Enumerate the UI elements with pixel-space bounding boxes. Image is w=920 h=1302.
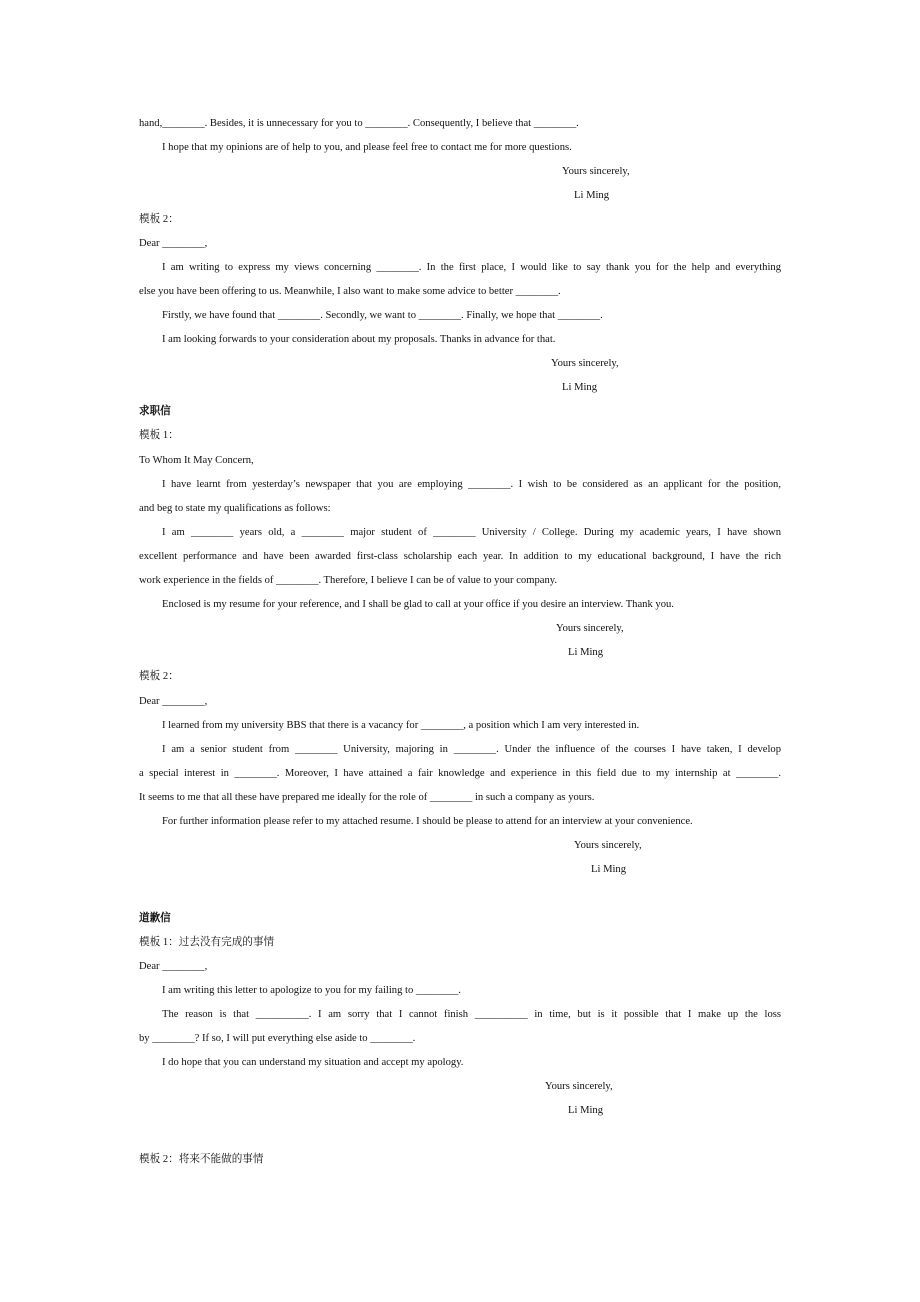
letter-line: hand,________. Besides, it is unnecessary for you to ________. Consequently, I believe that ________. [139, 118, 579, 129]
letter-line: Firstly, we have found that ________. Secondly, we want to ________. Finally, we hope that ________. [162, 310, 603, 321]
template-title: 模板 1： [139, 430, 179, 441]
salutation: Dear ________, [139, 696, 208, 707]
letter-line: by ________? If so, I will put everything else aside to ________. [139, 1033, 416, 1044]
salutation: Dear ________, [139, 238, 208, 249]
closing: Yours sincerely, [556, 623, 624, 634]
signature-name: Li Ming [574, 190, 610, 201]
letter-line: The reason is that __________. I am sorry that I cannot finish __________ in time, but is it possible that I make up the loss [162, 1009, 781, 1020]
letter-line: I am a senior student from ________ University, majoring in ________. Under the influence of the courses I have taken, I develop [162, 744, 781, 755]
letter-line: I learned from my university BBS that there is a vacancy for ________, a position which I am very interested in. [162, 720, 640, 731]
letter-line: For further information please refer to my attached resume. I should be please to attend for an interview at your convenience. [162, 816, 693, 827]
letter-line: else you have been offering to us. Meanwhile, I also want to make some advice to better ________. [139, 286, 561, 297]
signature-name: Li Ming [568, 647, 604, 658]
salutation: To Whom It May Concern, [139, 455, 254, 466]
section-heading-apology: 道歉信 [139, 913, 171, 924]
letter-line: I am writing to express my views concerning ________. In the first place, I would like to say thank you for the help and everything [162, 262, 781, 273]
template-title: 模板 2：将来不能做的事情 [139, 1154, 264, 1165]
letter-line: work experience in the fields of ________. Therefore, I believe I can be of value to your company. [139, 575, 558, 586]
signature-name: Li Ming [562, 382, 598, 393]
closing: Yours sincerely, [574, 840, 642, 851]
letter-line: a special interest in ________. Moreover, I have attained a fair knowledge and experience in this field due to my internship at ________. [139, 768, 781, 779]
letter-line: I hope that my opinions are of help to you, and please feel free to contact me for more questions. [162, 142, 572, 153]
template-title: 模板 1：过去没有完成的事情 [139, 937, 275, 948]
section-heading-job: 求职信 [139, 406, 171, 417]
letter-line: I am looking forwards to your consideration about my proposals. Thanks in advance for that. [162, 334, 556, 345]
letter-line: I have learnt from yesterday’s newspaper that you are employing ________. I wish to be considered as an applicant for the position, [162, 479, 781, 490]
signature-name: Li Ming [591, 864, 627, 875]
letter-line: Enclosed is my resume for your reference, and I shall be glad to call at your office if you desire an interview. Thank you. [162, 599, 674, 610]
closing: Yours sincerely, [551, 358, 619, 369]
template-title: 模板 2： [139, 214, 179, 225]
letter-line: and beg to state my qualifications as follows: [139, 503, 331, 514]
closing: Yours sincerely, [562, 166, 630, 177]
letter-line: I am ________ years old, a ________ major student of ________ University / College. During my academic years, I have shown [162, 527, 781, 538]
letter-line: I am writing this letter to apologize to you for my failing to ________. [162, 985, 461, 996]
letter-line: It seems to me that all these have prepared me ideally for the role of ________ in such a company as yours. [139, 792, 595, 803]
salutation: Dear ________, [139, 961, 208, 972]
closing: Yours sincerely, [545, 1081, 613, 1092]
letter-line: I do hope that you can understand my situation and accept my apology. [162, 1057, 464, 1068]
letter-line: excellent performance and have been awarded first-class scholarship each year. In addition to my educational background, I have the rich [139, 551, 781, 562]
template-title: 模板 2： [139, 671, 179, 682]
signature-name: Li Ming [568, 1105, 604, 1116]
